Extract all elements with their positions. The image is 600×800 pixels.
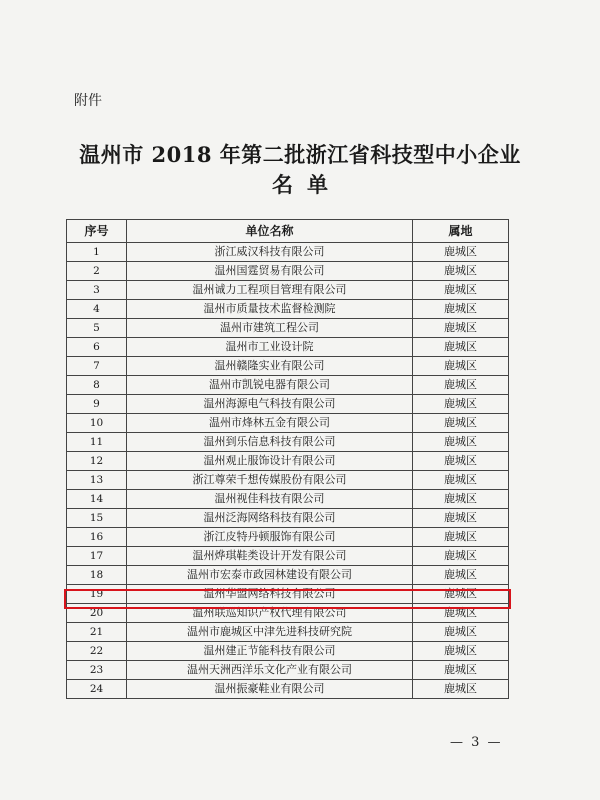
title-line-2: 名单: [272, 172, 342, 197]
row-number: 24: [67, 680, 127, 699]
company-name: 温州赣隆实业有限公司: [127, 357, 413, 376]
row-number: 6: [67, 338, 127, 357]
row-number: 10: [67, 414, 127, 433]
row-number: 12: [67, 452, 127, 471]
location: 鹿城区: [413, 680, 509, 699]
table-row: [67, 262, 509, 281]
row-number: 21: [67, 623, 127, 642]
row-number: 17: [67, 547, 127, 566]
row-number: 5: [67, 319, 127, 338]
row-number: 18: [67, 566, 127, 585]
attachment-label: 附件: [74, 93, 102, 109]
company-name: 温州市凯锐电器有限公司: [127, 376, 413, 395]
location: 鹿城区: [413, 357, 509, 376]
row-number: 13: [67, 471, 127, 490]
table-row: [67, 395, 509, 414]
table-row: [67, 547, 509, 566]
location: 鹿城区: [413, 604, 509, 623]
company-name: 温州诚力工程项目管理有限公司: [127, 281, 413, 300]
table-row: [67, 490, 509, 509]
row-number: 20: [67, 604, 127, 623]
location: 鹿城区: [413, 319, 509, 338]
row-number: 22: [67, 642, 127, 661]
location: 鹿城区: [413, 376, 509, 395]
table-row: [67, 509, 509, 528]
location: 鹿城区: [413, 642, 509, 661]
row-number: 3: [67, 281, 127, 300]
location: 鹿城区: [413, 300, 509, 319]
table-row: [67, 471, 509, 490]
row-number: 14: [67, 490, 127, 509]
table-row: [67, 661, 509, 680]
company-name: 浙江尊荣千想传媒股份有限公司: [127, 471, 413, 490]
location: 鹿城区: [413, 262, 509, 281]
company-name: 温州观止服饰设计有限公司: [127, 452, 413, 471]
table-row: [67, 319, 509, 338]
row-number: 11: [67, 433, 127, 452]
table-row: [67, 300, 509, 319]
company-name: 温州市烽林五金有限公司: [127, 414, 413, 433]
title-line-1: 温州市 2018 年第二批浙江省科技型中小企业: [79, 142, 521, 167]
highlight-box: [64, 589, 511, 609]
location: 鹿城区: [413, 566, 509, 585]
location: 鹿城区: [413, 547, 509, 566]
header-no: 序号: [67, 220, 127, 243]
row-number: 16: [67, 528, 127, 547]
company-name: 温州市宏泰市政园林建设有限公司: [127, 566, 413, 585]
company-name: 温州视佳科技有限公司: [127, 490, 413, 509]
location: 鹿城区: [413, 395, 509, 414]
location: 鹿城区: [413, 452, 509, 471]
table-row: [67, 376, 509, 395]
location: 鹿城区: [413, 490, 509, 509]
location: 鹿城区: [413, 623, 509, 642]
location: 鹿城区: [413, 585, 509, 604]
company-name: 温州联巡知识产权代理有限公司: [127, 604, 413, 623]
table-row: [67, 433, 509, 452]
company-name: 温州泛海网络科技有限公司: [127, 509, 413, 528]
table-row: [67, 623, 509, 642]
company-name: 浙江皮特丹顿服饰有限公司: [127, 528, 413, 547]
table-row: [67, 281, 509, 300]
company-name: 温州建正节能科技有限公司: [127, 642, 413, 661]
row-number: 8: [67, 376, 127, 395]
header-location: 属地: [413, 220, 509, 243]
company-name: 温州烨琪鞋类设计开发有限公司: [127, 547, 413, 566]
company-name: 温州国霆贸易有限公司: [127, 262, 413, 281]
company-name: 温州市建筑工程公司: [127, 319, 413, 338]
company-name: 温州市质量技术监督检测院: [127, 300, 413, 319]
location: 鹿城区: [413, 414, 509, 433]
header-name: 单位名称: [127, 220, 413, 243]
row-number: 4: [67, 300, 127, 319]
location: 鹿城区: [413, 281, 509, 300]
table-row: [67, 414, 509, 433]
company-name: 温州市工业设计院: [127, 338, 413, 357]
location: 鹿城区: [413, 528, 509, 547]
company-name: 温州市鹿城区中津先进科技研究院: [127, 623, 413, 642]
table-body: [67, 243, 509, 699]
company-name: 温州振豪鞋业有限公司: [127, 680, 413, 699]
row-number: 2: [67, 262, 127, 281]
row-number: 9: [67, 395, 127, 414]
row-number: 1: [67, 243, 127, 262]
document-title: [0, 140, 600, 200]
row-number: 7: [67, 357, 127, 376]
company-name: 温州海源电气科技有限公司: [127, 395, 413, 414]
table-row: [67, 357, 509, 376]
table-row: [67, 338, 509, 357]
location: 鹿城区: [413, 243, 509, 262]
location: 鹿城区: [413, 661, 509, 680]
location: 鹿城区: [413, 509, 509, 528]
location: 鹿城区: [413, 338, 509, 357]
company-name: 温州天洲西洋乐文化产业有限公司: [127, 661, 413, 680]
row-number: 19: [67, 585, 127, 604]
table-row: [67, 680, 509, 699]
company-name: 浙江威汉科技有限公司: [127, 243, 413, 262]
table-row: [67, 452, 509, 471]
row-number: 23: [67, 661, 127, 680]
table-header-row: [67, 220, 509, 243]
company-name: 温州到乐信息科技有限公司: [127, 433, 413, 452]
page-number: — 3 —: [450, 735, 503, 750]
table-row: [67, 243, 509, 262]
location: 鹿城区: [413, 471, 509, 490]
company-name: 温州华盟网络科技有限公司: [127, 585, 413, 604]
table-row: [67, 528, 509, 547]
location: 鹿城区: [413, 433, 509, 452]
table-row: [67, 642, 509, 661]
table-row: [67, 566, 509, 585]
company-list-table: [66, 219, 509, 699]
row-number: 15: [67, 509, 127, 528]
